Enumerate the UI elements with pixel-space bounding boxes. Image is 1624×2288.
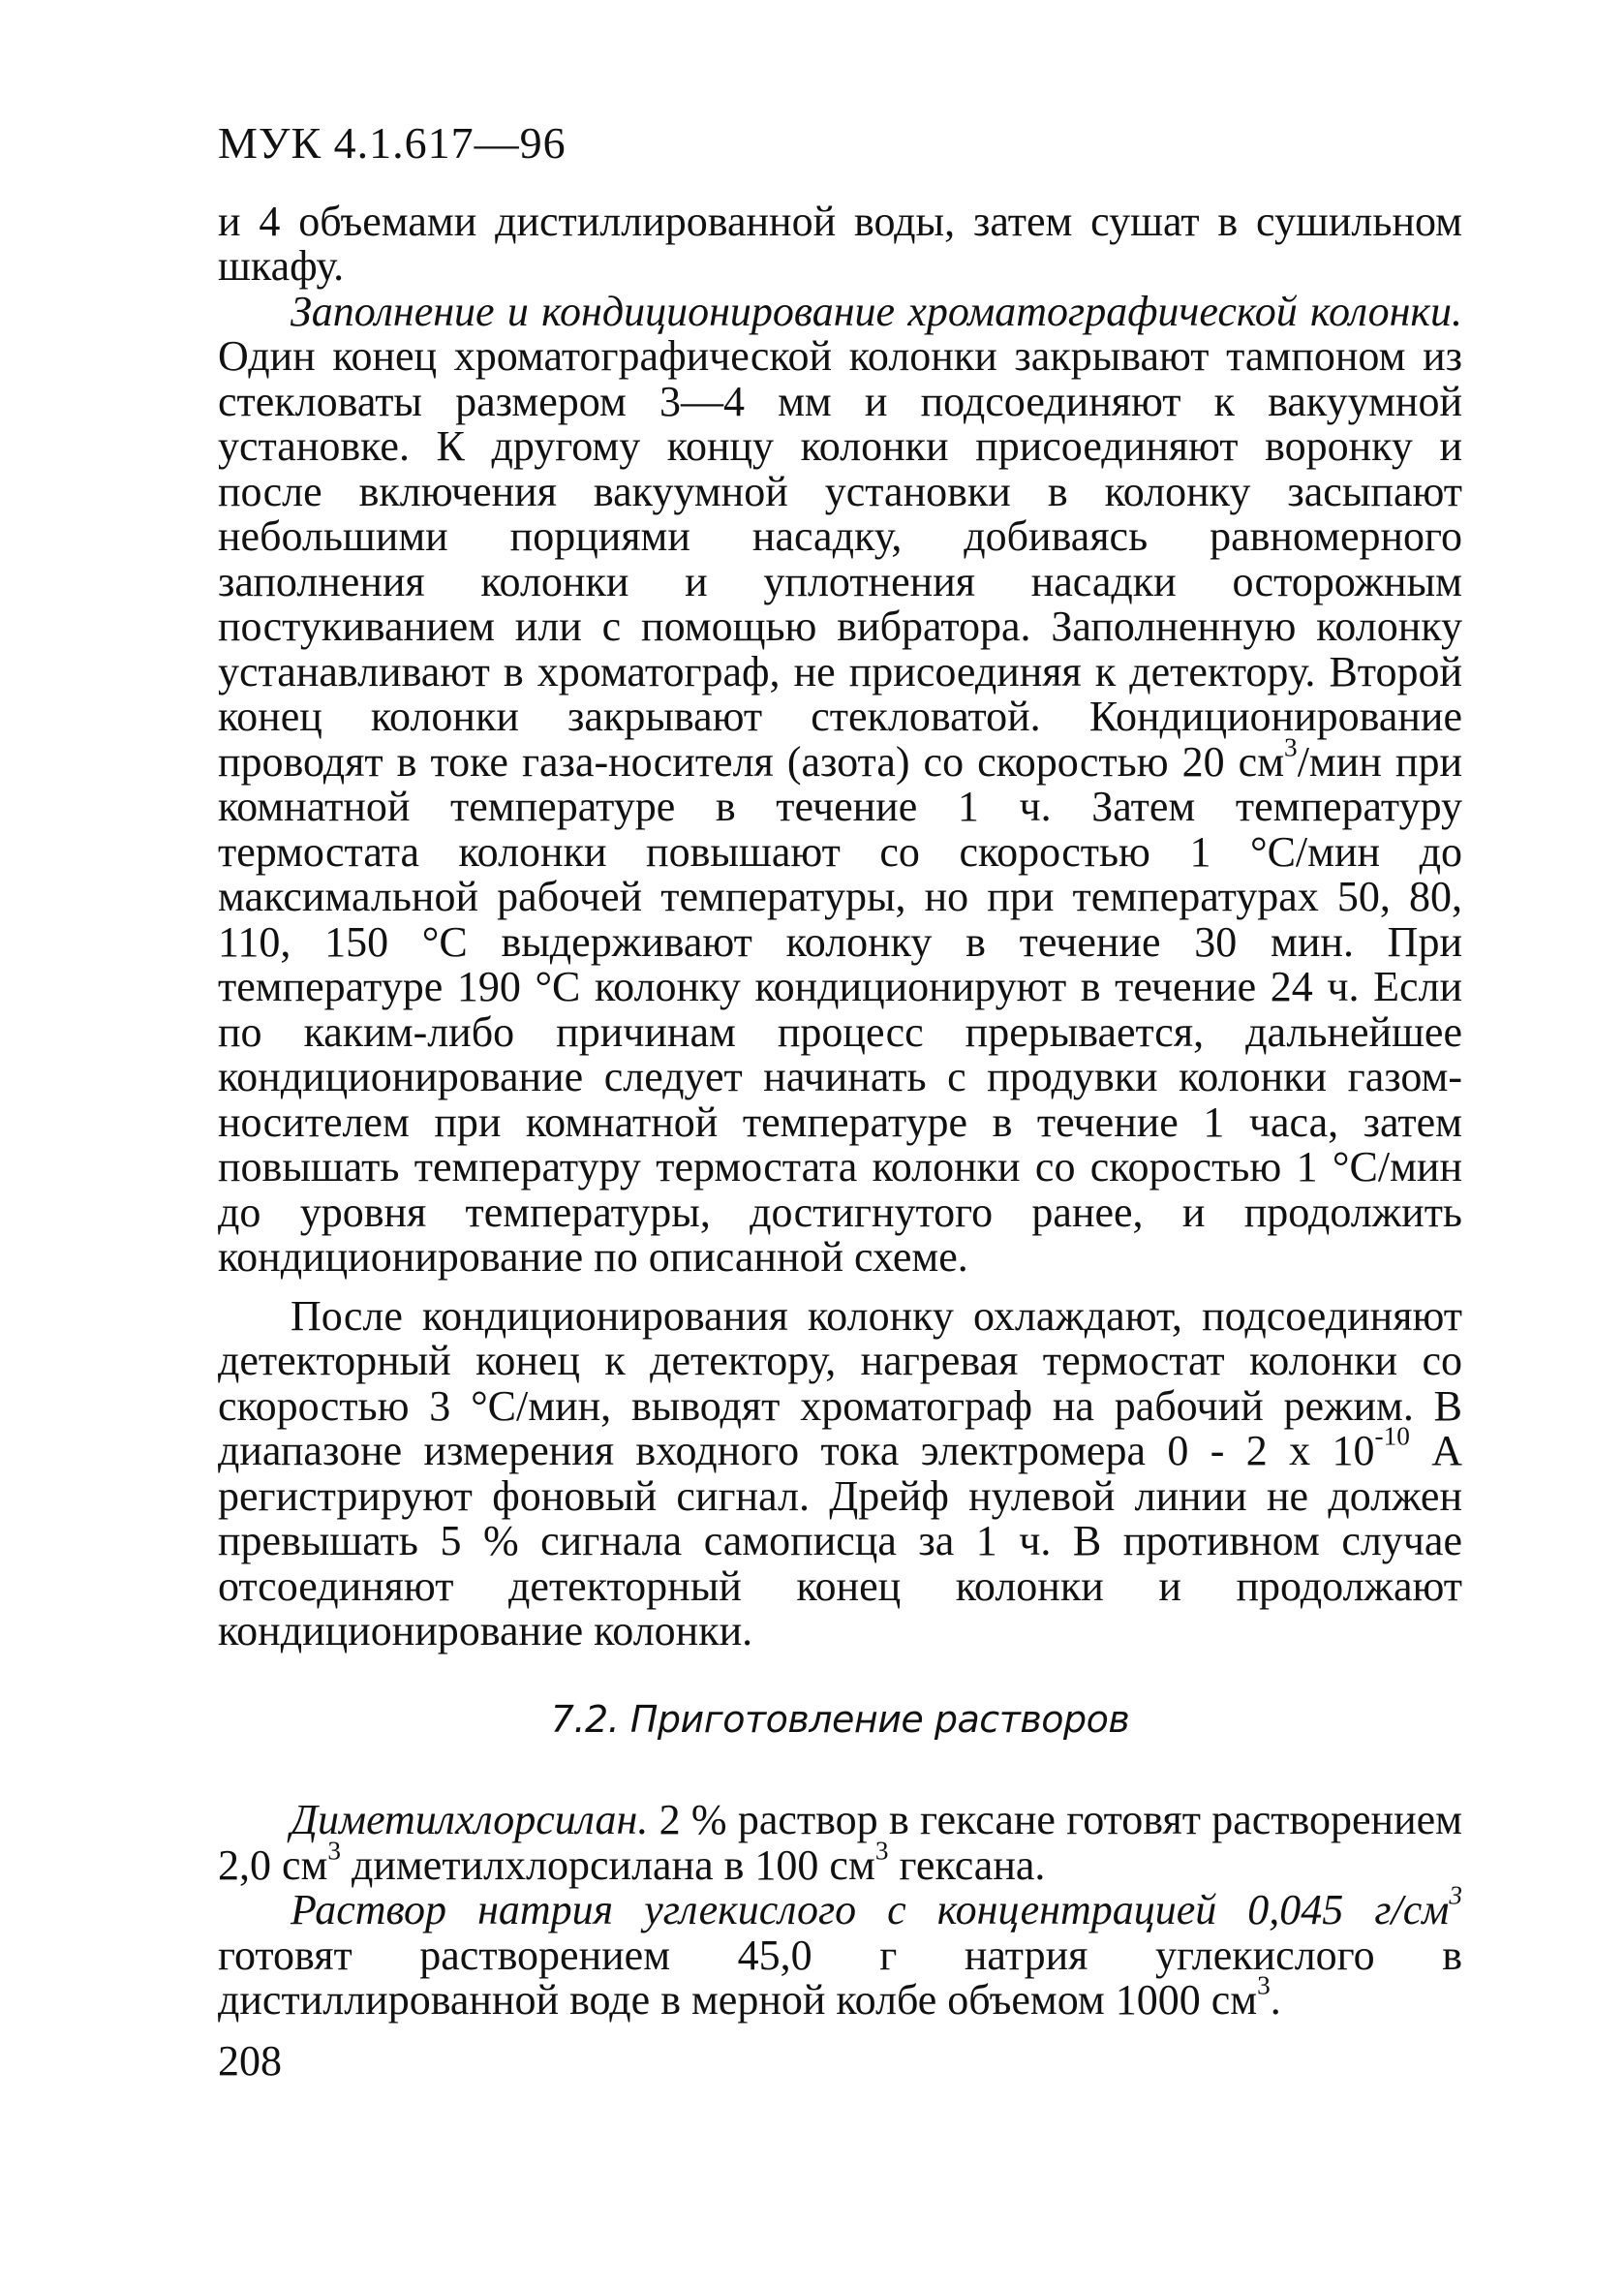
paragraph-text: Один конец хроматографической колонки закрывают тампоном из стекловаты размером 3—4 мм и подсоединяют к вакуумной установке. К другому концу колонки присоединяют воронку и после включения вакуумной установки в колонку засыпают небольшими порциями насадку, добиваясь равномерного заполнения колонки и уплотнения насадки осторожным постукиванием или с помощью вибратора. Заполненную колонку устанавливают в хроматограф, не присоединяя к детектору. Второй конец колонки закрывают стекловатой. Кондиционирование проводят в токе газа-носителя (азота) со скоростью 20 см [218, 332, 1462, 786]
paragraph-sodium-carbonate [218, 1880, 1462, 2024]
paragraph-heading: Раствор натрия углекислого с концентрацией 0,045 г/см [291, 1886, 1450, 1933]
superscript: 3 [327, 1836, 342, 1866]
document-header: МУК 4.1.617—96 [218, 118, 567, 168]
superscript: -10 [1374, 1421, 1410, 1451]
paragraph-dimethylchlorosilane [218, 1798, 1462, 1888]
paragraph-text: готовят растворением 45,0 г натрия углекислого в дистиллированной воде в мерной колбе объемом 1000 см [218, 1931, 1462, 2024]
superscript: 3 [1449, 1880, 1462, 1910]
paragraph-text: После кондиционирования колонку охлаждают, подсоединяют детекторный конец к детектору, нагревая термостат колонки со скоростью 3 °С/мин, выводят хроматограф на рабочий режим. В диапазоне измерения входного тока электромера 0 - 2 х 10 [218, 1291, 1462, 1474]
paragraph-column-filling [218, 287, 1462, 1281]
page-number: 208 [218, 2037, 282, 2085]
superscript: 3 [874, 1836, 889, 1866]
paragraph-heading: Заполнение и кондиционирование хроматографической колонки. [291, 287, 1462, 335]
section-title: 7.2. Приготовление растворов [550, 1697, 1130, 1741]
paragraph-heading: Диметилхлорсилан. [291, 1796, 649, 1843]
paragraph-after-conditioning [218, 1291, 1462, 1654]
superscript: 3 [1284, 732, 1298, 762]
paragraph-text: . [1270, 1976, 1281, 2024]
paragraph-text: /мин при комнатной температуре в течение 1 ч. Затем температуру термостата колонки повышают со скоростью 1 °С/мин до максимальной рабочей температуры, но при температурах 50, 80, 110, 150 °С выдерживают колонку в течение 30 мин. При температуре 190 °С колонку кондиционируют в течение 24 ч. Если по каким-либо причинам процесс прерывается, дальнейшее кондиционирование следует начинать с продувки колонки газом-носителем при комнатной температуре в течение 1 часа, затем повышать температуру термостата колонки со скоростью 1 °С/мин до уровня температуры, достигнутого ранее, и продолжить кондиционирование по описанной схеме. [218, 737, 1462, 1281]
paragraph-continuation: и 4 объемами дистиллированной воды, затем сушат в сушильном шкафу. [218, 197, 1462, 290]
paragraph-text: диметилхлорсилана в 100 см [341, 1840, 875, 1889]
paragraph-text: А регистрируют фоновый сигнал. Дрейф нулевой линии не должен превышать 5 % сигнала самописца за 1 ч. В противном случае отсоединяют детекторный конец колонки и продолжают кондиционирование колонки. [218, 1427, 1462, 1654]
document-page [218, 118, 1462, 2024]
paragraph-text: 2 % раствор в гексане готовят растворением 2,0 см [218, 1796, 1462, 1889]
paragraph-text: гексана. [888, 1840, 1046, 1889]
superscript: 3 [1257, 1970, 1271, 2000]
